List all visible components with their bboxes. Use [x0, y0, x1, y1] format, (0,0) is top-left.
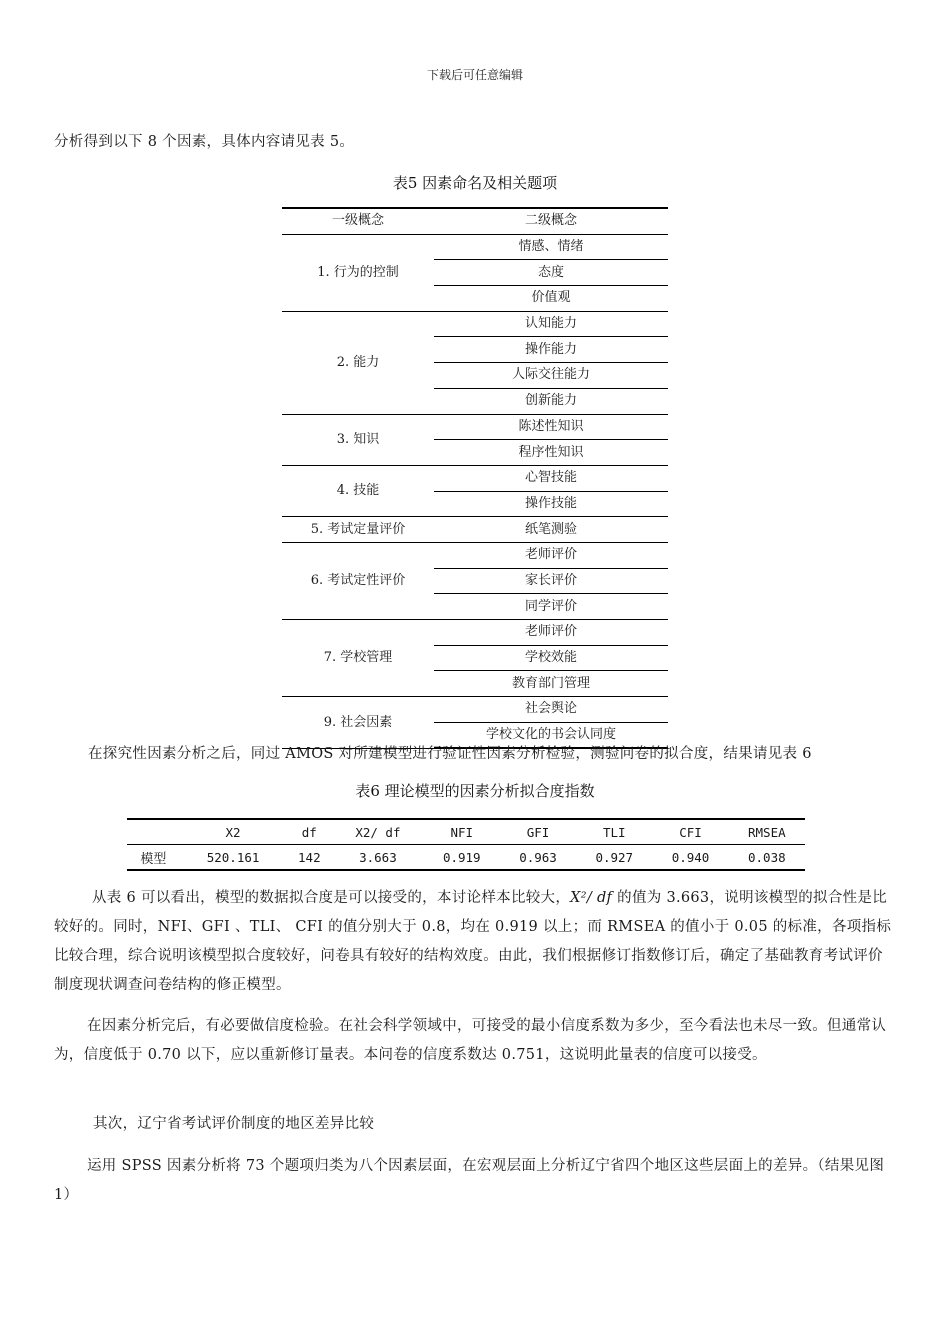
table5-header-level1: 一级概念 [282, 208, 434, 234]
table5-level2-cell: 创新能力 [434, 388, 668, 414]
table6-value-cell: 0.940 [652, 845, 728, 871]
table5-level1-cell: 5. 考试定量评价 [282, 517, 434, 543]
table5-row [282, 414, 668, 440]
table5-level1-cell: 7. 学校管理 [282, 620, 434, 697]
table5-level1-cell: 6. 考试定性评价 [282, 542, 434, 619]
table6-header-cell: RMSEA [729, 819, 805, 845]
table5-row [282, 234, 668, 260]
table5-row [282, 697, 668, 723]
fit-index-table [127, 818, 805, 871]
table6-value-cell: 0.963 [500, 845, 576, 871]
table6-header-cell: X2/ df [332, 819, 423, 845]
table5-row [282, 517, 668, 543]
table5-header-level2: 二级概念 [434, 208, 668, 234]
fit-text-a: 从表 6 可以看出，模型的数据拟合度是可以接受的，本讨论样本比较大， [92, 890, 571, 906]
table6-header-cell: CFI [652, 819, 728, 845]
table5-level2-cell: 人际交往能力 [434, 363, 668, 389]
table6-value-cell: 0.919 [424, 845, 500, 871]
table5-caption: 表5 因素命名及相关题项 [392, 174, 558, 192]
table6-value-cell: 520.161 [180, 845, 287, 871]
fit-text-b: 的值为 3.663，说明该模型的拟合性是比较好的。同时，NFI、GFI 、TLI、 CFI 的值分别大于 0.8，均在 0.919 以上；而 RMSEA 的值小于 0.05 的标准，各项指标比较合理，综合说明该模型拟合度较好，问卷具有较好的结构效度。由此，我们根据修订指数修订后，确定了基础教育考试评价制度现状调查问卷结构的修正模型。 [54, 890, 892, 993]
table6-value-cell: 模型 [127, 845, 180, 871]
table6-header-cell: df [286, 819, 332, 845]
table6-header-cell: GFI [500, 819, 576, 845]
table5-level2-cell: 家长评价 [434, 568, 668, 594]
table5-level2-cell: 情感、情绪 [434, 234, 668, 260]
table5-level2-cell: 学校文化的书会认同度 [434, 722, 668, 748]
amos-paragraph: 在探究性因素分析之后，同过 AMOS 对所建模型进行验证性因素分析检验，测验问卷的拟合度，结果请见表 6 [88, 746, 812, 762]
page-header: 下载后可任意编辑 [426, 68, 523, 82]
table5-level1-cell: 2. 能力 [282, 311, 434, 414]
table5-level2-cell: 操作能力 [434, 337, 668, 363]
factor-naming-table [282, 207, 668, 749]
table5-level1-cell: 3. 知识 [282, 414, 434, 465]
table5-level2-cell: 学校效能 [434, 645, 668, 671]
table6-value-cell: 0.927 [576, 845, 652, 871]
table6-value-cell: 142 [286, 845, 332, 871]
section-heading-regional: 其次，辽宁省考试评价制度的地区差异比较 [93, 1116, 375, 1132]
table6-header-cell: NFI [424, 819, 500, 845]
table5-row [282, 542, 668, 568]
table6-header-cell: X2 [180, 819, 287, 845]
spss-paragraph: 运用 SPSS 因素分析将 73 个题项归类为八个因素层面，在宏观层面上分析辽宁省四个地区这些层面上的差异。（结果见图 1） [54, 1158, 885, 1203]
table5-level2-cell: 价值观 [434, 286, 668, 312]
table6-value-cell: 3.663 [332, 845, 423, 871]
table5-level2-cell: 心智技能 [434, 465, 668, 491]
table5-level2-cell: 同学评价 [434, 594, 668, 620]
table5-row [282, 620, 668, 646]
table5-level2-cell: 纸笔测验 [434, 517, 668, 543]
table6-caption: 表6 理论模型的因素分析拟合度指数 [355, 782, 595, 800]
intro-paragraph: 分析得到以下 8 个因素，具体内容请见表 5。 [54, 134, 355, 150]
table5-level2-cell: 教育部门管理 [434, 671, 668, 697]
table6-header-cell: TLI [576, 819, 652, 845]
table5-row [282, 311, 668, 337]
table5-level2-cell: 程序性知识 [434, 440, 668, 466]
table5-level1-cell: 9. 社会因素 [282, 697, 434, 749]
table5-row [282, 465, 668, 491]
table5-level2-cell: 操作技能 [434, 491, 668, 517]
fit-formula: X²/ df [570, 890, 613, 906]
table5-level2-cell: 认知能力 [434, 311, 668, 337]
table5-level2-cell: 陈述性知识 [434, 414, 668, 440]
table5-level2-cell: 老师评价 [434, 620, 668, 646]
table5-level1-cell: 1. 行为的控制 [282, 234, 434, 311]
reliability-paragraph: 在因素分析完后，有必要做信度检验。在社会科学领域中，可接受的最小信度系数为多少，至今看法也未尽一致。但通常认为，信度低于 0.70 以下，应以重新修订量表。本问卷的信度系数达 0.751，这说明此量表的信度可以接受。 [54, 1018, 887, 1063]
table5-level2-cell: 社会舆论 [434, 697, 668, 723]
fit-discussion-paragraph [54, 884, 896, 1000]
table5-level2-cell: 老师评价 [434, 542, 668, 568]
table6-value-cell: 0.038 [729, 845, 805, 871]
table5-level2-cell: 态度 [434, 260, 668, 286]
table5-level1-cell: 4. 技能 [282, 465, 434, 516]
table6-header-cell [127, 819, 180, 845]
